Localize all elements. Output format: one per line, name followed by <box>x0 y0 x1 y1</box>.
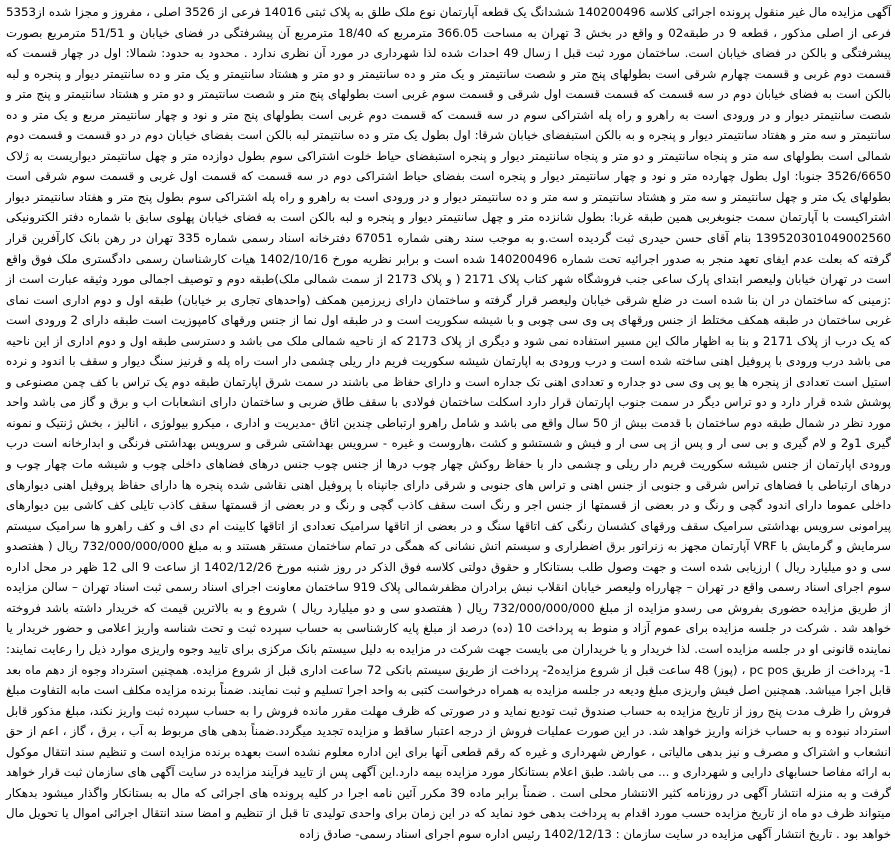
auction-notice-text: آگهی مزایده مال غیر منقول پرونده اجرائی کلاسه 140200496 ششدانگ یک قطعه آپارتمان نوع ملک طلق به پلاک ثبتی 14016 فرعی از 3526 اصلی ، مفروز و مجزا شده از5353 فرعی از اصلی مذکور ، قطعه 9 در طبقه02 و واقع در بخش 3 تهران به مساحت 366.05 مترمربع که 18/40 مترمربع آن پیشرفتگی در فضای خیابان و 51/51 مترمربع بصورت پیشرفتگی و بالکن در فضای خیابان است. ساختمان مورد ثبت قبل ا زسال 49 احداث شده لذا شهرداری در مورد آن نظری ندارد . محدود به حدود: شمالا: اول در چهار قسمت که قسمت دوم غربی و قسمت چهارم شرقی است بطولهای پنج متر و شصت سانتیمتر و یک متر و ده سانتیمتر و دو متر و هشتاد سانتیمتر و یک متر و ده سانتیمتر دیوار و پنجره و لبه بالکن است به فضای خیابان دوم در سه قسمت که قسمت قسمت اول شرقی و قسمت سوم غربی است بطولهای پنج متر و شصت سانتیمتر و دو متر و هشتاد سانتیمتر و پنج متر و شصت سانتیمتر دیوار و در ورودی است به راهرو و راه پله اشتراکی سوم در سه قسمت که قسمت دوم غربی است بطولهای پنج متر و نود و چهار سانتیمتر مربع و یک متر و ده سانتیمتر و سه متر و هفتاد سانتیمتر دیوار و پنجره و به بالکن استبفضای خیابان شرقا: اول بطول یک متر و ده سانتیمتر لبه بالکن است بفضای خیابان دوم در دو قسمت و قسمت دوم شمالی است بطولهای سه متر و پنجاه سانتیمتر و دو متر و پنجاه سانتیمتر دیوار و پنجره استبفضای حیاط خلوت اشتراکی سوم بطول دوازده متر و چهل سانتیمتر دیواریست به ژلاک 3526/6650 جنوبا: اول بطول چهارده متر و نود و چهار سانتیمتر دیوار و پنجره است بفضای حیاط اشتراکی دوم در سه قسمت که قسمت اول غربی و قسمت سوم شرقی است بطولهای یک متر و چهل سانتیمتر و سه متر و هشتاد سانتیمتر و سه متر و ده سانتیمتر دیوار و در ورودی است به راهرو و راه پله اشتراکی سوم بطول پنج متر و هفتاد سانتیمتر دیوار اشتراکیست با آپارتمان سمت جنوبغربی همین طبقه غربا: بطول شانزده متر و چهل سانتیمتر دیوار و پنجره و لبه بالکن است به فضای خیابان پهلوی سابق با شماره دفتر الکترونیکی 139520301049002560 بنام آقای حسن حیدری ثبت گردیده است.و به موجب سند رهنی شماره 67051 دفترخانه اسناد رسمی شماره 335 تهران در رهن بانک کارآفرین قرار گرفته که بعلت عدم ایفای تعهد منجر به صدور اجرائیه تحت شماره 140200496 شده است و برابر نظریه مورخ 1402/10/16 هیات کارشناسان رسمی دادگستری ملک فوق واقع است در تهران خیابان ولیعصر ابتدای پارک ساعی جنب فروشگاه شهر کتاب پلاک 2171 ( و پلاک 2173 از سمت شمالی ملک)طبقه دوم و توصیف اجمالی مورد وثیقه عبارت است از :زمینی که ساختمان در ان بنا شده است در ضلع شرقی خیابان ولیعصر قرار گرفته و ساختمان دارای زیرزمین همکف (واحدهای تجاری بر خیابان) طبقه اول و دوم اداری است نمای غربی ساختمان در طبقه همکف مختلط از جنس ورقهای پی وی سی چوبی و با شیشه سکوریت است و در طبقه اول نما از جنس ورقهای کامپوزیت است طبقه دارای 2 ورودی است که یک درب از پلاک 2171 و بنا به اظهار مالک این مسیر استفاده نمی شود و دیگری از پلاک 2173 که از ناحیه شمالی ملک می باشد و دسترسی طبقه اول و دوم اداری از این ناحیه می باشد درب ورودی با پروفیل اهنی ساخته شده است و درب ورودی به اپارتمان شیشه سکوریت فریم دار ریلی چشمی دار است راه پله و قرنیز سنگ دیوار و سقف با اندود و نرده استیل است تعدادی از پنجره ها یو پی وی سی دو جداره و تعدادی اهنی تک جداره است و دارای حفاظ می باشند در سمت شرق اپارتمان طبقه دوم یک تراس با کف چمن مصنوعی و پوشش شده قرار دارد و دو تراس دیگر در سمت جنوب اپارتمان قرار دارد اسکلت ساختمان فولادی با سقف طاق ضربی و ساختمان دارای انشعابات اب و برق و گاز می باشد واحد مورد نظر در شمال طبقه دوم ساختمان با قدمت بیش از 50 سال واقع می باشد و شامل راهرو ارتباطی چندین اتاق -مدیریت و اداری ، میکرو بیولوژی ، انالیز ، بخش ژنتیک و نمونه گیری 1و2 و لام گیری و بی سی ار و پس از پی سی ار و فیش و شستشو و کشت ،هاروست و غیره - سرویس بهداشتی شرقی و سرویس بهداشتی فرنگی و ابدارخانه است درب ورودی اپارتمان از جنس شیشه سکوریت فریم دار ریلی و چشمی دار با حفاظ روکش چهار چوب درها از جنس چوب جنس درهای فضاهای داخلی چوب و شیشه مات چهار چوب و درهای ارتباطی با فضاهای تراس شرقی و جنوبی از جنس اهنی و تراس های جنوبی و شرقی دارای جانپناه با پروفیل اهنی نقاشی شده پنجره ها دارای حفاظ پروفیل اهنی دیوارهای داخلی عموما دارای اندود گچی و رنگ و در بعضی از قسمتها از جنس اجر و رنگ است سقف کاذب گچی و رنگ و در بعضی از قسمتها سقف کاذب تایلی کف کاشی بین دیوارهای پیرامونی سرویس بهداشتی سرامیک سقف ورقهای کشسان رنگی کف اتاقها سنگ و در بعضی از اتاقها سرامیک تعدادی از اتاقها کابینت ام دی اف و کف راهرو ها سرامیک سیستم سرمایش و گرمایش با VRF آپارتمان مجهز به زنراتور برق اضطراری و سیستم اتش نشانی که همگی در تمام ساختمان مستقر هستند و به مبلغ 732/000/000/000 ریال ( هفتصدو سی و دو میلیارد ریال ) ارزیابی شده است و جهت وصول طلب بستانکار و حقوق دولتی کلاسه فوق الذکر در روز شنبه مورخ 1402/12/26 از ساعت 9 الی 12 ظهر در محل اداره سوم اجرای اسناد رسمی واقع در تهران – چهارراه ولیعصر خیابان انقلاب نبش برادران مظفرشمالی پلاک 919 ساختمان معاونت اجرای اسناد رسمی ثبت اسناد تهران – سالن مزایده از طریق مزایده حضوری بفروش می رسدو مزایده از مبلغ 732/000/000/000 ریال ( هفتصدو سی و دو میلیارد ریال ) شروع و به بالاترین قیمت که خریدار داشته باشد فروخته خواهد شد . شرکت در جلسه مزایده برای عموم آزاد و منوط به پرداخت 10 (ده) درصد از مبلغ پایه کارشناسی به حساب سپرده ثبت و تحت شناسه واریز اعلامی و حضور خریدار یا نماینده قانونی او در جلسه مزایده است. لذا خریدار و یا خریداران می بایست جهت شرکت در مزایده به دلیل سیستم بانک مرکزی برای تایید وجوه واریزی موارد ذیل را رعایت نمایند: 1- پرداخت از طریق pc pos ، (پوز) 48 ساعت قبل از شروع مزایده2- پرداخت از طریق سیستم بانکی 72 ساعت اداری قبل از شروع مزایده. همچنین استرداد وجوه از دهم ماه بعد قابل اجرا میباشد. همچنین اصل فیش واریزی مبلغ ودیعه در جلسه مزایده به همراه درخواست کتبی به واحد اجرا تسلیم و ثبت نمایند. ضمناً برنده مزایده مکلف است مابه التفاوت مبلغ فروش را ظرف مدت پنج روز از تاریخ مزایده به حساب صندوق ثبت تودیع نماید و در صورتی که ظرف مهلت مقرر مانده فروش را به حساب سپرده ثبت واریز نکند، مبلغ مذکور قابل استرداد نبوده و به حساب خزانه واریز خواهد شد. در این صورت عملیات فروش از درجه اعتبار ساقط و مزایده تجدید میگردد.ضمناً بدهی های مربوط به آب ، برق ، گاز ، اعم از حق انشعاب و اشتراک و مصرف و نیز بدهی مالیاتی ، عوارض شهرداری و غیره که رقم قطعی آنها برای این اداره معلوم نشده است بعهده برنده مزایده است و تنظیم سند انتقال موکول به ارائه مفاصا حسابهای دارایی و شهرداری و ... می باشد. طبق اعلام بستانکار مورد مزایده بیمه دارد.این آگهی پس از تایید فرآیند مزایده در سایت آگهی های سازمان ثبت قرار خواهد گرفت و به منزله انتشار آگهی در روزنامه کثیر الانتشار محلی است . ضمناً برابر ماده 39 مکرر آئین نامه اجرا در کلیه پرونده های اجرائی که مال به بستانکار واگذار میشود بدهکار میتواند ظرف دو ماه از تاریخ مزایده حسب مورد اقدام به پرداخت بدهی خود نماید که در این زمان برای واحدی تولیدی تا قبل از تنظیم و امضا سند انتقال اجرائی اموال یا تحویل مال خواهد بود . تاریخ انتشار آگهی مزایده در سایت سازمان : 1402/12/13 رئیس اداره سوم اجرای اسناد رسمی- صادق زاده <box>6 5 892 841</box>
